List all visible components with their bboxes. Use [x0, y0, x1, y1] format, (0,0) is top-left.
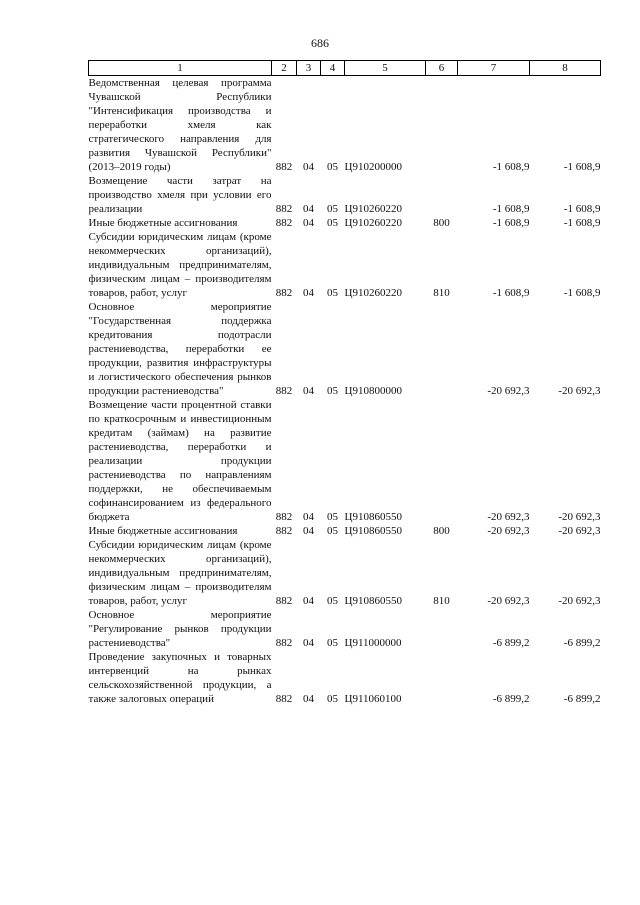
cell-expense-type: 800 [433, 217, 450, 229]
cell-ministry: 882 [275, 637, 293, 649]
cell-section: 04 [303, 217, 314, 229]
row-name: Иные бюджетные ассигнования [88, 217, 238, 229]
cell-expense-type [426, 300, 458, 398]
cell-target-article: Ц910860550 [344, 525, 402, 537]
cell-subsection: 05 [327, 385, 338, 397]
cell-subsection: 05 [327, 217, 338, 229]
cell-ministry: 882 [275, 203, 293, 215]
cell-subsection: 05 [327, 637, 338, 649]
budget-table [88, 60, 601, 706]
cell-expense-type [426, 608, 458, 650]
cell-target-article: Ц910260220 [344, 203, 402, 215]
cell-amount-2018: -20 692,3 [487, 525, 530, 537]
cell-subsection: 05 [327, 525, 338, 537]
cell-expense-type [426, 76, 458, 175]
cell-target-article: Ц910260220 [344, 287, 402, 299]
row-name: Проведение закупочных и товарных интервенций на рынках сельскохозяйственной продукции, а также залоговых операций [88, 651, 272, 705]
table-row [89, 538, 601, 608]
cell-amount-2019: -1 608,9 [563, 161, 601, 173]
row-name: Возмещение части затрат на производство хмеля при условии его реализации [88, 175, 272, 215]
cell-ministry: 882 [275, 595, 293, 607]
cell-amount-2019: -1 608,9 [563, 203, 601, 215]
row-name: Субсидии юридическим лицам (кроме некоммерческих организаций), индивидуальным предпринимателям, физическим лицам – производителям товаров, работ, услуг [88, 539, 272, 607]
cell-amount-2018: -6 899,2 [492, 637, 530, 649]
cell-ministry: 882 [275, 693, 293, 705]
column-header: 4 [321, 61, 345, 76]
cell-target-article: Ц911000000 [344, 637, 402, 649]
cell-amount-2018: -20 692,3 [487, 511, 530, 523]
column-header: 1 [89, 61, 272, 76]
cell-amount-2019: -6 899,2 [563, 637, 601, 649]
cell-ministry: 882 [275, 217, 293, 229]
cell-section: 04 [303, 525, 314, 537]
cell-subsection: 05 [327, 287, 338, 299]
cell-amount-2018: -6 899,2 [492, 693, 530, 705]
column-header: 2 [272, 61, 297, 76]
cell-amount-2019: -1 608,9 [563, 217, 601, 229]
cell-section: 04 [303, 511, 314, 523]
cell-amount-2019: -20 692,3 [558, 511, 601, 523]
cell-amount-2019: -20 692,3 [558, 595, 601, 607]
table-row [89, 398, 601, 524]
table-row [89, 608, 601, 650]
column-header: 8 [530, 61, 601, 76]
cell-amount-2018: -1 608,9 [492, 203, 530, 215]
table-row [89, 524, 601, 538]
cell-section: 04 [303, 161, 314, 173]
row-name: Основное мероприятие "Государственная поддержка кредитования подотрасли растениеводства, переработки ее продукции, развития инфраструктуры и логистического обеспечения рынков продукции растениеводства" [88, 301, 272, 397]
cell-target-article: Ц910860550 [344, 511, 402, 523]
cell-expense-type [426, 650, 458, 706]
cell-expense-type [426, 398, 458, 524]
row-name: Возмещение части процентной ставки по краткосрочным и инвестиционным кредитам (займам) на развитие растениеводства, переработки и реализации продукции растениеводства по направлениям поддержки, не обеспечиваемым софинансированием из федерального бюджета [88, 399, 272, 523]
cell-ministry: 882 [275, 287, 293, 299]
cell-amount-2018: -1 608,9 [492, 217, 530, 229]
cell-expense-type: 810 [433, 595, 450, 607]
cell-amount-2019: -6 899,2 [563, 693, 601, 705]
cell-target-article: Ц910260220 [344, 217, 402, 229]
cell-section: 04 [303, 287, 314, 299]
cell-expense-type: 810 [433, 287, 450, 299]
cell-target-article: Ц910800000 [344, 385, 402, 397]
cell-amount-2018: -20 692,3 [487, 385, 530, 397]
table-row [89, 230, 601, 300]
column-header: 3 [297, 61, 321, 76]
cell-ministry: 882 [275, 525, 293, 537]
cell-expense-type [426, 174, 458, 216]
column-header: 5 [345, 61, 426, 76]
cell-target-article: Ц910200000 [344, 161, 402, 173]
column-header: 7 [458, 61, 530, 76]
cell-section: 04 [303, 637, 314, 649]
cell-ministry: 882 [275, 161, 293, 173]
cell-section: 04 [303, 203, 314, 215]
cell-subsection: 05 [327, 693, 338, 705]
cell-section: 04 [303, 595, 314, 607]
table-row [89, 650, 601, 706]
row-name: Иные бюджетные ассигнования [88, 525, 238, 537]
cell-section: 04 [303, 693, 314, 705]
cell-target-article: Ц911060100 [344, 693, 402, 705]
row-name: Основное мероприятие "Регулирование рынков продукции растениеводства" [88, 609, 272, 649]
column-header: 6 [426, 61, 458, 76]
cell-amount-2019: -20 692,3 [558, 385, 601, 397]
cell-subsection: 05 [327, 595, 338, 607]
table-row [89, 300, 601, 398]
cell-ministry: 882 [275, 385, 293, 397]
table-row [89, 174, 601, 216]
cell-ministry: 882 [275, 511, 293, 523]
cell-amount-2019: -1 608,9 [563, 287, 601, 299]
row-name: Субсидии юридическим лицам (кроме некоммерческих организаций), индивидуальным предпринимателям, физическим лицам – производителям товаров, работ, услуг [88, 231, 272, 299]
table-row [89, 76, 601, 175]
cell-amount-2018: -20 692,3 [487, 595, 530, 607]
cell-subsection: 05 [327, 161, 338, 173]
table-row [89, 216, 601, 230]
row-name: Ведомственная целевая программа Чувашской Республики "Интенсификация производства и переработки хмеля как стратегического направления для развития Чувашской Республики" (2013–2019 годы) [88, 77, 272, 173]
cell-expense-type: 800 [433, 525, 450, 537]
cell-subsection: 05 [327, 203, 338, 215]
cell-subsection: 05 [327, 511, 338, 523]
cell-target-article: Ц910860550 [344, 595, 402, 607]
cell-section: 04 [303, 385, 314, 397]
header-row [89, 61, 601, 76]
page-number: 686 [311, 36, 329, 50]
cell-amount-2018: -1 608,9 [492, 161, 530, 173]
cell-amount-2019: -20 692,3 [558, 525, 601, 537]
cell-amount-2018: -1 608,9 [492, 287, 530, 299]
